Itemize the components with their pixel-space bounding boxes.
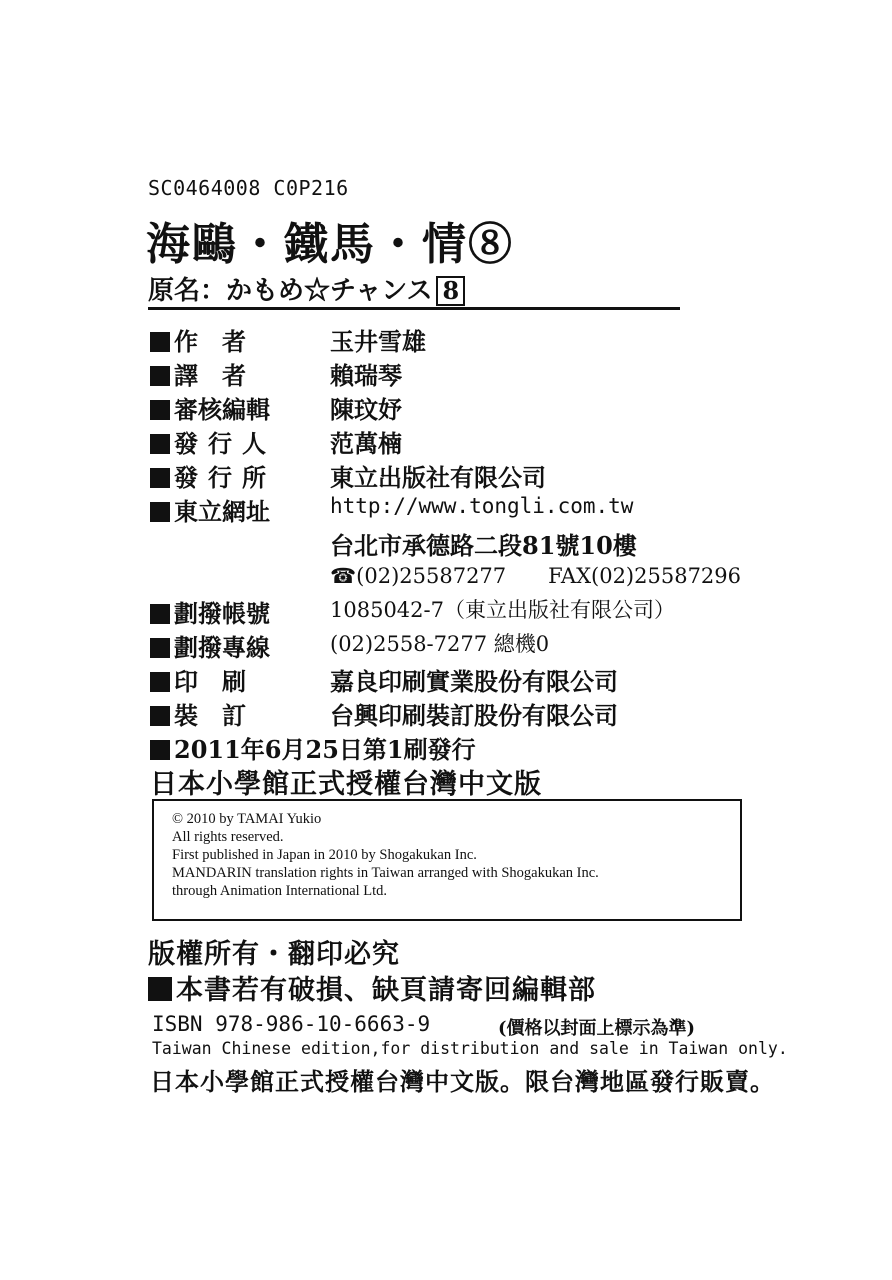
address: 台北市承德路二段81號10樓: [330, 531, 637, 560]
bullet-square: [150, 332, 170, 352]
license-title: 日本小學館正式授權台灣中文版: [150, 769, 542, 800]
bullet-square: [150, 706, 170, 726]
copyright-line: First published in Japan in 2010 by Shogakukan Inc.: [172, 847, 477, 863]
title-divider: [148, 307, 680, 310]
credit-value: 東立出版社有限公司: [330, 463, 546, 492]
credit-value: 台興印刷裝訂股份有限公司: [330, 701, 618, 730]
credit-value: 1085042-7（東立出版社有限公司）: [330, 598, 675, 622]
phone-fax: ☎(02)25587277 FAX(02)25587296: [330, 564, 742, 588]
bullet-square: [150, 740, 170, 760]
credit-value: 范萬楠: [330, 429, 402, 458]
credit-label: 劃撥專線: [174, 633, 270, 662]
credit-value: (02)2558-7277 總機0: [330, 632, 550, 656]
website-url[interactable]: http://www.tongli.com.tw: [330, 494, 634, 518]
original-title: [148, 270, 465, 307]
publish-date-row: [150, 730, 476, 762]
bullet-square: [150, 366, 170, 386]
credit-label: 裝 訂: [174, 701, 246, 730]
publish-date: 2011年6月25日第1刷發行: [174, 735, 476, 764]
price-note: (價格以封面上標示為準): [498, 1018, 696, 1039]
bullet-square: [150, 604, 170, 624]
copyright-line: through Animation International Ltd.: [172, 883, 388, 899]
credit-value: 陳玟妤: [330, 395, 402, 424]
credit-label: 發行人: [174, 429, 276, 458]
limited-notice: 日本小學館正式授權台灣中文版。限台灣地區發行販賣。: [150, 1067, 775, 1096]
copyright-box: [152, 799, 742, 921]
credit-label: 審核編輯: [174, 395, 270, 424]
isbn: ISBN 978-986-10-6663-9: [152, 1012, 431, 1036]
book-title: 海鷗・鐵馬・情⑧: [146, 219, 514, 270]
credit-label: 印 刷: [174, 667, 246, 696]
credit-value: 玉井雪雄: [330, 327, 426, 356]
bullet-square: [150, 672, 170, 692]
damage-notice: 本書若有破損、缺頁請寄回編輯部: [176, 975, 596, 1006]
damage-notice-row: [148, 968, 596, 1007]
copyright-line: © 2010 by TAMAI Yukio: [172, 811, 322, 827]
credit-label: 劃撥帳號: [174, 599, 270, 628]
copyright-line: MANDARIN translation rights in Taiwan arranged with Shogakukan Inc.: [172, 865, 599, 881]
credit-value: 嘉良印刷實業股份有限公司: [330, 667, 618, 696]
product-codes: SC0464008 C0P216: [148, 176, 349, 200]
bullet-square: [148, 977, 172, 1001]
bullet-square: [150, 434, 170, 454]
credit-value: 賴瑞琴: [330, 361, 402, 390]
bullet-square: [150, 468, 170, 488]
rights-notice: 版權所有・翻印必究: [148, 939, 400, 970]
original-title-prefix: 原名：かもめ☆チャンス: [148, 276, 433, 306]
volume-number-box: 8: [436, 276, 465, 306]
credit-label: 作 者: [174, 327, 246, 356]
bullet-square: [150, 502, 170, 522]
bullet-square: [150, 638, 170, 658]
credit-label: 譯 者: [174, 361, 246, 390]
credit-label: 發行所: [174, 463, 276, 492]
bullet-square: [150, 400, 170, 420]
copyright-line: All rights reserved.: [172, 829, 284, 845]
english-notice: Taiwan Chinese edition,for distribution and sale in Taiwan only.: [152, 1039, 788, 1058]
credit-label: 東立網址: [174, 497, 270, 526]
